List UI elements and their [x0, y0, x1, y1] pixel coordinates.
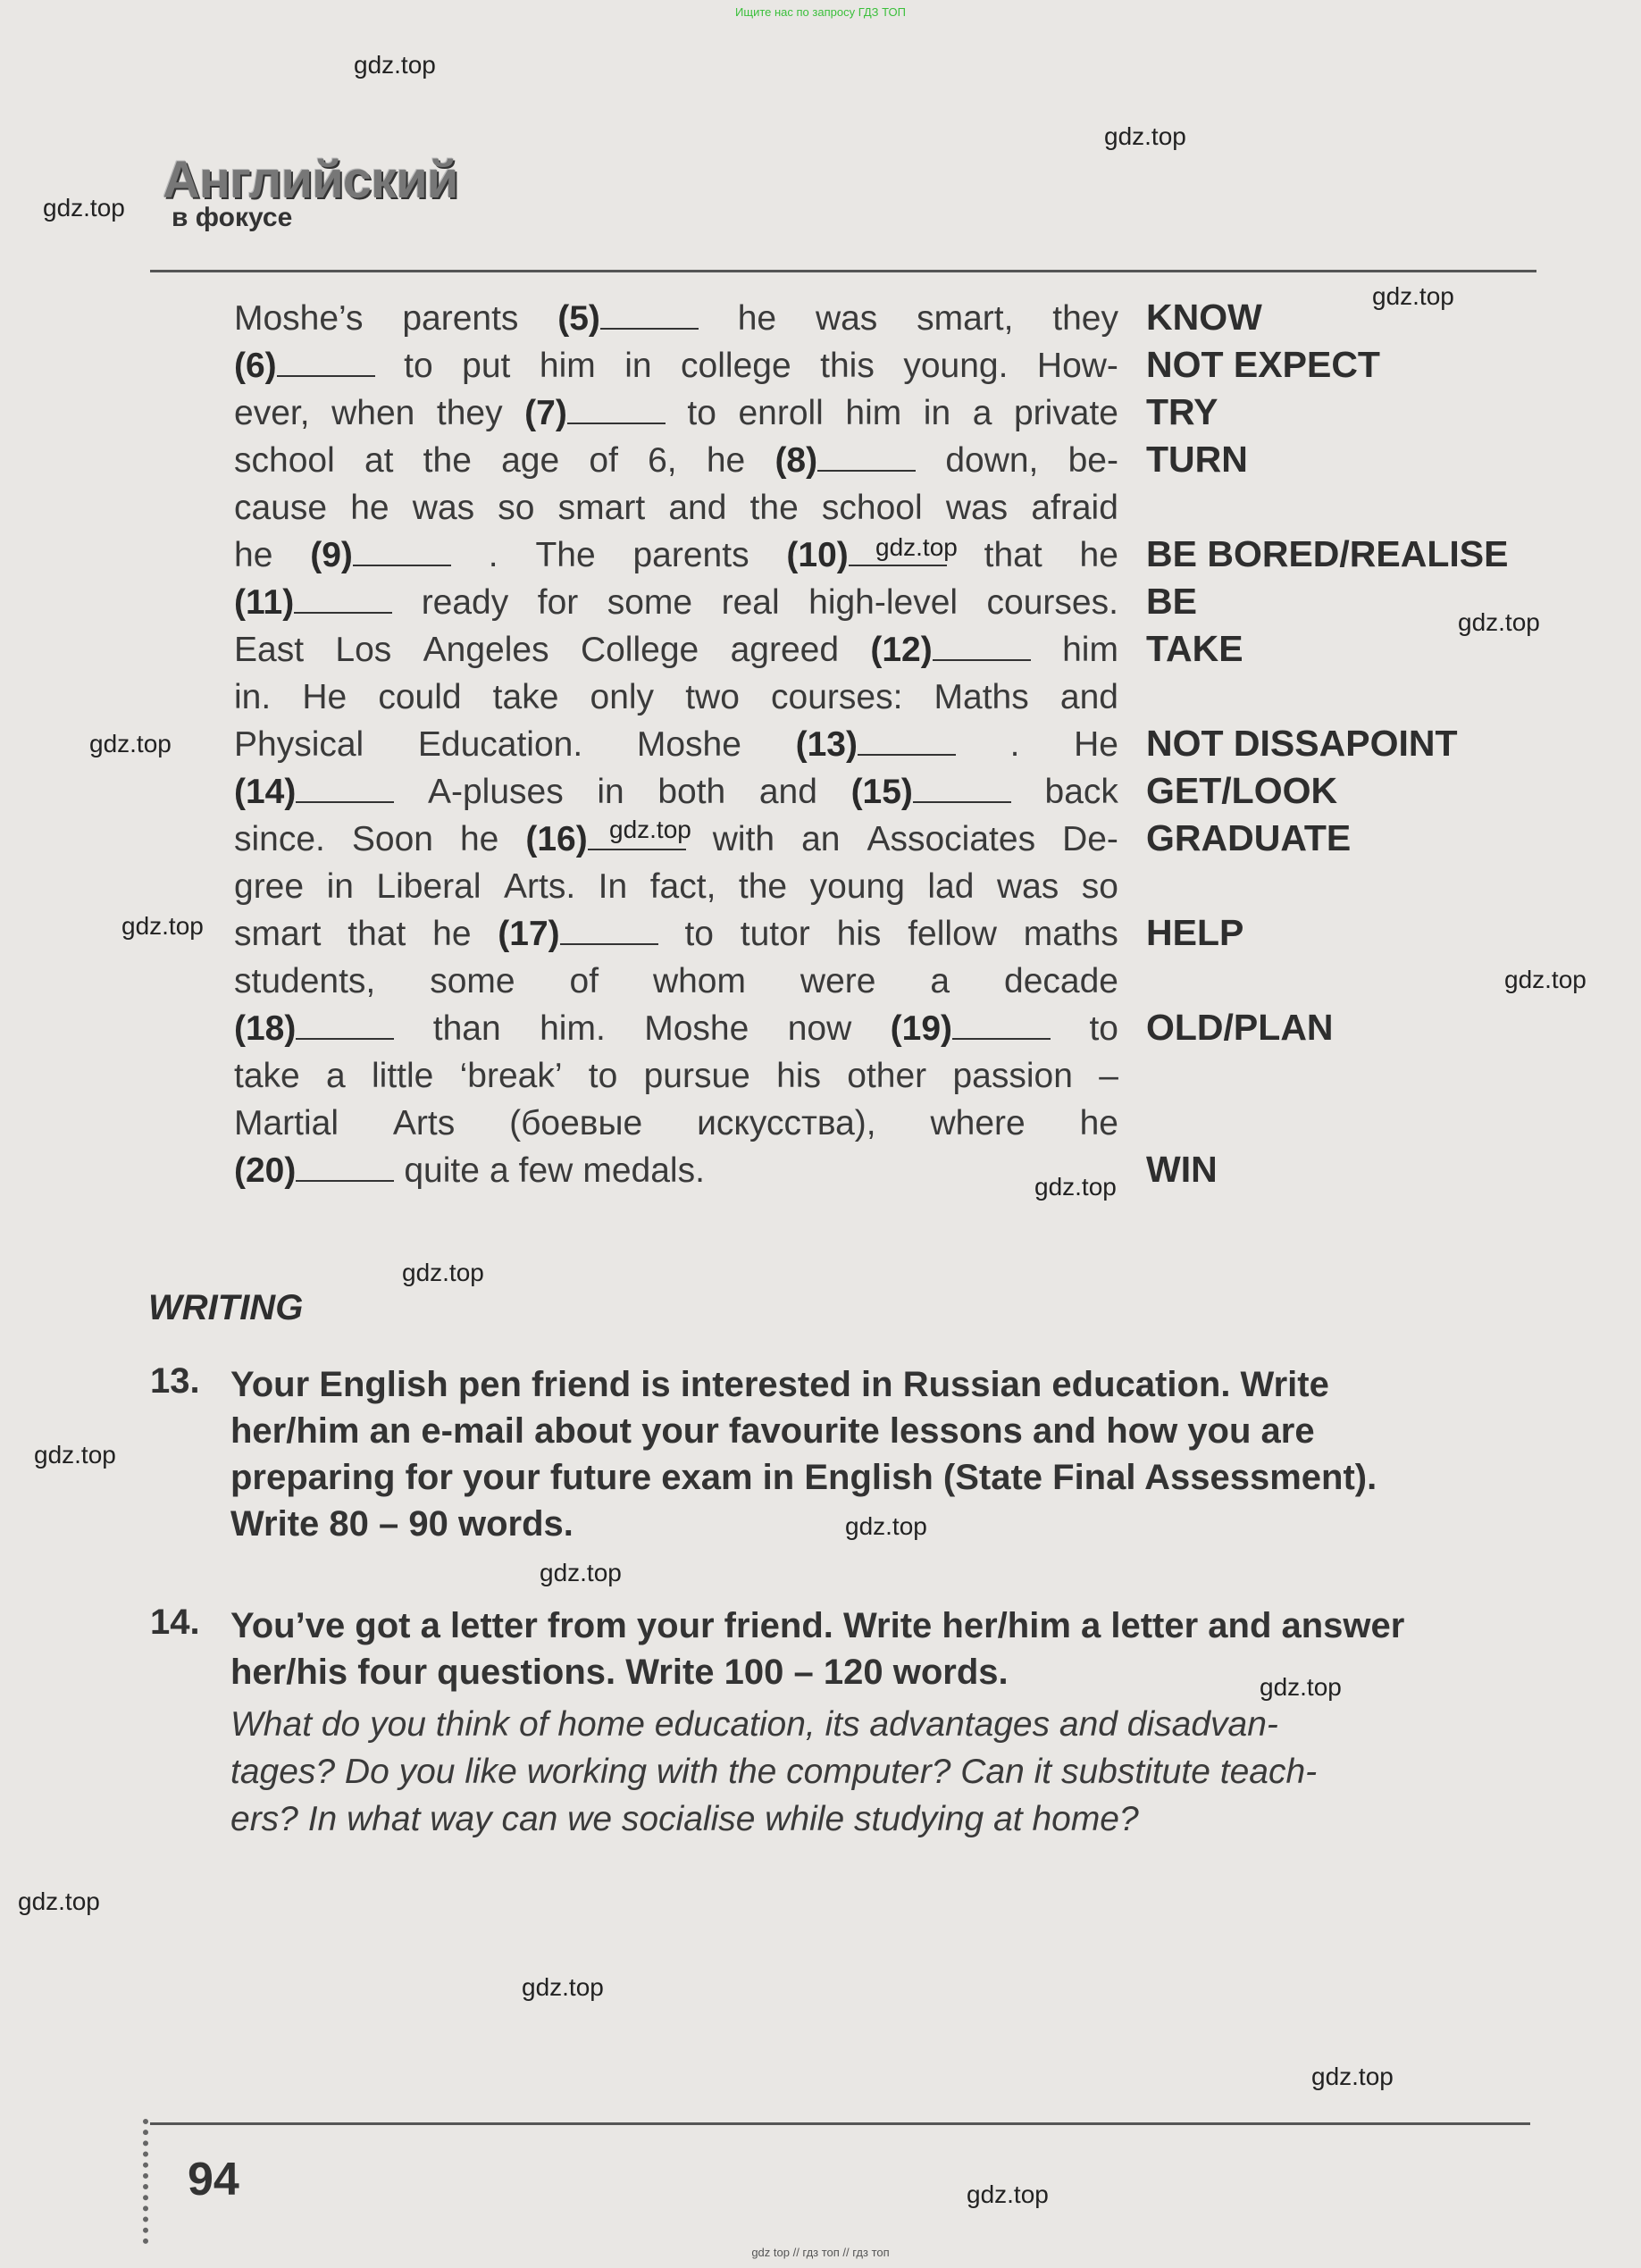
exercise-word: young. — [903, 347, 1009, 385]
exercise-word: that — [347, 915, 406, 953]
watermark: gdz.top — [540, 1559, 622, 1586]
gap-number: (7) — [524, 394, 567, 432]
watermark: gdz.top — [18, 1887, 100, 1915]
keyword: TURN — [1146, 439, 1248, 480]
exercise-word: Moshe — [636, 725, 741, 764]
exercise-word: college — [681, 347, 791, 385]
task-14-questions — [230, 1701, 1535, 1843]
exercise-line — [234, 1005, 1118, 1052]
exercise-word: Soon — [351, 820, 433, 858]
exercise-word: with — [712, 820, 775, 858]
exercise-word: In — [598, 867, 628, 906]
task-14-line: her/his four questions. Write 100 – 120 words. — [230, 1653, 1009, 1692]
exercise-word: than — [432, 1009, 501, 1048]
exercise-word: he — [706, 441, 746, 480]
gap-slot — [234, 1147, 394, 1194]
exercise-word: lad — [927, 867, 975, 906]
exercise-line — [234, 389, 1118, 437]
exercise-word: afraid — [1031, 489, 1118, 527]
exercise-word: two — [685, 678, 740, 716]
watermark: gdz.top — [43, 194, 125, 222]
exercise-word: he — [459, 820, 499, 858]
exercise-word: and — [1059, 678, 1118, 716]
exercise-word: courses. — [986, 583, 1118, 622]
exercise-line — [234, 863, 1118, 910]
exercise-word: maths — [1023, 915, 1118, 953]
answer-blank[interactable] — [567, 390, 666, 424]
exercise-word: both — [657, 773, 726, 811]
exercise-word: Moshe — [644, 1009, 749, 1048]
exercise-line — [234, 768, 1118, 816]
exercise-word: quite — [404, 1151, 480, 1190]
watermark: gdz.top — [1372, 282, 1454, 310]
answer-blank[interactable] — [560, 911, 658, 945]
exercise-word: fellow — [908, 915, 997, 953]
footer-dotted-margin — [143, 2119, 154, 2244]
task-14-line: You’ve got a letter from your friend. Write her/him a letter and answer — [230, 1606, 1405, 1645]
exercise-word: he — [350, 489, 389, 527]
exercise-word: decade — [1004, 962, 1118, 1000]
exercise-word: private — [1013, 394, 1118, 432]
exercise-word: smart — [234, 915, 322, 953]
keyword: GET/LOOK — [1146, 770, 1338, 811]
exercise-word: courses: — [771, 678, 903, 716]
watermark: gdz.top — [522, 1973, 604, 2001]
exercise-word: students, — [234, 962, 376, 1000]
exercise-word: passion — [952, 1057, 1073, 1095]
exercise-word: De- — [1062, 820, 1118, 858]
watermark: gdz.top — [354, 51, 436, 79]
page-number: 94 — [188, 2154, 239, 2205]
exercise-word: smart — [557, 489, 646, 527]
exercise-word: medals. — [582, 1151, 705, 1190]
exercise-line — [234, 958, 1118, 1005]
exercise-word: Education. — [417, 725, 583, 764]
answer-blank[interactable] — [600, 296, 699, 330]
gap-number: (20) — [234, 1151, 297, 1190]
watermark: gdz.top — [967, 2180, 1049, 2208]
watermark: gdz.top — [34, 1441, 116, 1469]
answer-blank[interactable] — [858, 722, 956, 756]
exercise-word: was — [815, 299, 878, 338]
exercise-word: ready — [421, 583, 509, 622]
exercise-word: ever, — [234, 394, 310, 432]
watermark: gdz.top — [1034, 1173, 1117, 1201]
exercise-line — [234, 342, 1118, 389]
section-heading-writing: WRITING — [148, 1288, 304, 1327]
exercise-word: this — [820, 347, 875, 385]
exercise-word: they — [1052, 299, 1118, 338]
exercise-word: some — [607, 583, 693, 622]
watermark: gdz.top — [609, 816, 691, 843]
exercise-text — [234, 295, 1118, 1194]
exercise-word: enroll — [738, 394, 824, 432]
exercise-word: smart, — [917, 299, 1014, 338]
exercise-word: parents — [402, 299, 519, 338]
keyword: HELP — [1146, 912, 1244, 953]
exercise-word: was — [412, 489, 475, 527]
exercise-line — [234, 626, 1118, 674]
exercise-word: Associates — [867, 820, 1036, 858]
exercise-word: How- — [1036, 347, 1118, 385]
keyword: NOT EXPECT — [1146, 344, 1380, 385]
keyword: OLD/PLAN — [1146, 1007, 1334, 1048]
exercise-word: few — [518, 1151, 574, 1190]
gap-slot — [310, 531, 451, 579]
gap-number: (12) — [870, 631, 933, 669]
answer-blank[interactable] — [296, 769, 394, 803]
exercise-word: age — [501, 441, 560, 480]
exercise-word: Martial — [234, 1104, 339, 1142]
exercise-word: and — [758, 773, 817, 811]
top-banner: Ищите нас по запросу ГДЗ ТОП — [735, 5, 906, 19]
exercise-word: He — [302, 678, 347, 716]
keyword: GRADUATE — [1146, 817, 1352, 858]
exercise-line — [234, 579, 1118, 626]
exercise-word: only — [590, 678, 655, 716]
answer-blank[interactable] — [296, 1006, 394, 1040]
exercise-word: искусства), — [697, 1104, 876, 1142]
exercise-word: at — [364, 441, 394, 480]
watermark: gdz.top — [1260, 1673, 1342, 1701]
watermark: gdz.top — [402, 1259, 484, 1286]
book-logo — [163, 150, 457, 233]
exercise-word: He — [1074, 725, 1118, 764]
task-14-question-line: tages? Do you like working with the computer? Can it substitute teach- — [230, 1753, 1318, 1791]
exercise-word: school — [821, 489, 923, 527]
exercise-word: where — [930, 1104, 1026, 1142]
exercise-word: real — [721, 583, 780, 622]
watermark: gdz.top — [1504, 966, 1587, 993]
task-13-line: Your English pen friend is interested in Russian education. Write — [230, 1365, 1329, 1404]
header-rule — [150, 270, 1536, 272]
exercise-word: Arts — [392, 1104, 456, 1142]
exercise-word: in — [923, 394, 951, 432]
exercise-line — [234, 531, 1118, 579]
gap-slot — [557, 295, 699, 342]
exercise-word: Physical — [234, 725, 364, 764]
answer-blank[interactable] — [296, 1148, 394, 1182]
gap-slot — [891, 1005, 1051, 1052]
exercise-word: an — [801, 820, 841, 858]
exercise-word: to — [687, 394, 716, 432]
keyword: WIN — [1146, 1149, 1218, 1190]
exercise-word: cause — [234, 489, 328, 527]
exercise-word: the — [738, 867, 788, 906]
exercise-word: in — [326, 867, 354, 906]
exercise-word: in — [624, 347, 652, 385]
answer-blank[interactable] — [933, 627, 1031, 661]
exercise-word: East — [234, 631, 305, 669]
exercise-word: he — [1079, 536, 1118, 574]
footer-rule — [150, 2122, 1530, 2125]
gap-number: (5) — [557, 299, 600, 338]
exercise-word: the — [749, 489, 799, 527]
exercise-word: him — [845, 394, 902, 432]
gap-number: (9) — [310, 536, 353, 574]
gap-slot — [774, 437, 916, 484]
exercise-word: Moshe’s — [234, 299, 364, 338]
exercise-word: they — [436, 394, 503, 432]
task-13-line: Write 80 – 90 words. — [230, 1504, 574, 1544]
exercise-word: he — [234, 536, 273, 574]
exercise-word: tutor — [740, 915, 810, 953]
exercise-word: – — [1099, 1057, 1118, 1095]
exercise-word: gree — [234, 867, 305, 906]
exercise-word: could — [378, 678, 462, 716]
exercise-word: put — [462, 347, 511, 385]
exercise-word: was — [945, 489, 1009, 527]
answer-blank[interactable] — [817, 438, 916, 472]
gap-number: (10) — [786, 536, 849, 574]
exercise-word: that — [984, 536, 1042, 574]
exercise-word: a — [326, 1057, 346, 1095]
answer-blank[interactable] — [277, 343, 375, 377]
gap-slot — [870, 626, 1030, 674]
exercise-line — [234, 1052, 1118, 1100]
task-13-line: her/him an e-mail about your favourite lessons and how you are — [230, 1411, 1315, 1451]
gap-number: (16) — [525, 820, 588, 858]
exercise-word: he — [432, 915, 472, 953]
exercise-word: a — [972, 394, 992, 432]
exercise-line — [234, 484, 1118, 531]
exercise-word: when — [331, 394, 415, 432]
gap-slot — [851, 768, 1011, 816]
task-14-number: 14. — [150, 1603, 200, 1642]
exercise-word: his — [836, 915, 882, 953]
keyword: NOT DISSAPOINT — [1146, 723, 1458, 764]
exercise-word: take — [234, 1057, 300, 1095]
exercise-line — [234, 295, 1118, 342]
watermark: gdz.top — [845, 1512, 927, 1540]
gap-slot — [234, 1005, 394, 1052]
exercise-word: since. — [234, 820, 325, 858]
exercise-word: he — [737, 299, 777, 338]
watermark: gdz.top — [1311, 2063, 1394, 2090]
exercise-word: ‘break’ — [459, 1057, 563, 1095]
logo-main-text: Английский — [163, 151, 458, 209]
exercise-word: College — [580, 631, 699, 669]
exercise-word: and — [668, 489, 727, 527]
exercise-word: in — [597, 773, 624, 811]
exercise-word: so — [498, 489, 535, 527]
exercise-word: little — [371, 1057, 434, 1095]
exercise-word: other — [847, 1057, 927, 1095]
keyword: BE BORED/REALISE — [1146, 533, 1509, 574]
gap-slot — [234, 342, 375, 389]
exercise-word: Liberal — [376, 867, 481, 906]
exercise-word: to — [1089, 1009, 1118, 1048]
exercise-line — [234, 721, 1118, 768]
gap-number: (11) — [234, 583, 295, 622]
answer-blank[interactable] — [913, 769, 1011, 803]
exercise-word: to — [684, 915, 714, 953]
exercise-word: agreed — [730, 631, 840, 669]
task-13-line: preparing for your future exam in English (State Final Assessment). — [230, 1458, 1377, 1497]
exercise-word: young — [809, 867, 905, 906]
exercise-word: of — [569, 962, 599, 1000]
task-13-number: 13. — [150, 1361, 200, 1401]
exercise-word: . — [1009, 725, 1020, 764]
bottom-banner: gdz top // гдз топ // гдз топ — [751, 2246, 890, 2259]
answer-blank[interactable] — [952, 1006, 1051, 1040]
gap-slot — [234, 768, 394, 816]
exercise-word: to — [588, 1057, 618, 1095]
task-14-question-line: ers? In what way can we socialise while studying at home? — [230, 1800, 1139, 1838]
exercise-word: A-pluses — [427, 773, 564, 811]
gap-number: (15) — [850, 773, 913, 811]
exercise-word: him — [1062, 631, 1118, 669]
gap-number: (8) — [774, 441, 818, 480]
exercise-word: him. — [540, 1009, 606, 1048]
exercise-word: whom — [652, 962, 746, 1000]
exercise-word: Maths — [934, 678, 1029, 716]
exercise-word: a — [489, 1151, 509, 1190]
gap-number: (18) — [234, 1009, 297, 1048]
exercise-word: him — [539, 347, 596, 385]
exercise-word: were — [800, 962, 876, 1000]
task-14-question-line: What do you think of home education, its advantages and disadvan- — [230, 1705, 1278, 1744]
watermark: gdz.top — [875, 533, 958, 561]
exercise-word: down, — [945, 441, 1039, 480]
exercise-word: fact, — [649, 867, 716, 906]
keyword: KNOW — [1146, 297, 1262, 338]
answer-blank[interactable] — [294, 580, 392, 614]
gap-slot — [796, 721, 956, 768]
keyword: TRY — [1146, 391, 1218, 432]
gap-slot — [498, 910, 657, 958]
exercise-line — [234, 437, 1118, 484]
exercise-word: a — [930, 962, 950, 1000]
gap-slot — [234, 579, 392, 626]
gap-number: (14) — [234, 773, 297, 811]
exercise-word: his — [776, 1057, 821, 1095]
exercise-word: parents — [632, 536, 749, 574]
exercise-word: some — [430, 962, 515, 1000]
exercise-word: be- — [1067, 441, 1118, 480]
exercise-line — [234, 674, 1118, 721]
gap-slot — [524, 389, 666, 437]
gap-number: (13) — [795, 725, 858, 764]
exercise-word: take — [492, 678, 559, 716]
answer-blank[interactable] — [353, 532, 451, 566]
exercise-word: so — [1081, 867, 1118, 906]
exercise-word: Angeles — [423, 631, 549, 669]
gap-number: (17) — [498, 915, 560, 953]
watermark: gdz.top — [1458, 608, 1540, 636]
exercise-word: now — [787, 1009, 852, 1048]
exercise-word: he — [1079, 1104, 1118, 1142]
watermark: gdz.top — [121, 912, 204, 940]
exercise-word: of — [589, 441, 618, 480]
exercise-line — [234, 910, 1118, 958]
exercise-word: for — [537, 583, 579, 622]
exercise-word: 6, — [648, 441, 677, 480]
gap-number: (19) — [890, 1009, 953, 1048]
exercise-word: back — [1044, 773, 1118, 811]
exercise-word: pursue — [643, 1057, 750, 1095]
gap-number: (6) — [234, 347, 277, 385]
exercise-line — [234, 1100, 1118, 1147]
exercise-word: high-level — [808, 583, 959, 622]
exercise-word: the — [423, 441, 472, 480]
exercise-word: The — [535, 536, 596, 574]
exercise-word: Los — [335, 631, 392, 669]
keyword: BE — [1146, 581, 1197, 622]
keyword: TAKE — [1146, 628, 1243, 669]
watermark: gdz.top — [89, 730, 172, 757]
logo-sub-text: в фокусе — [172, 203, 293, 232]
exercise-word: . — [488, 536, 498, 574]
watermark: gdz.top — [1104, 122, 1186, 150]
exercise-word: (боевые — [509, 1104, 643, 1142]
exercise-word: to — [404, 347, 433, 385]
exercise-word: Arts. — [504, 867, 576, 906]
exercise-word: school — [234, 441, 335, 480]
exercise-word: in. — [234, 678, 272, 716]
exercise-word: was — [996, 867, 1059, 906]
exercise-line — [234, 1147, 1118, 1194]
